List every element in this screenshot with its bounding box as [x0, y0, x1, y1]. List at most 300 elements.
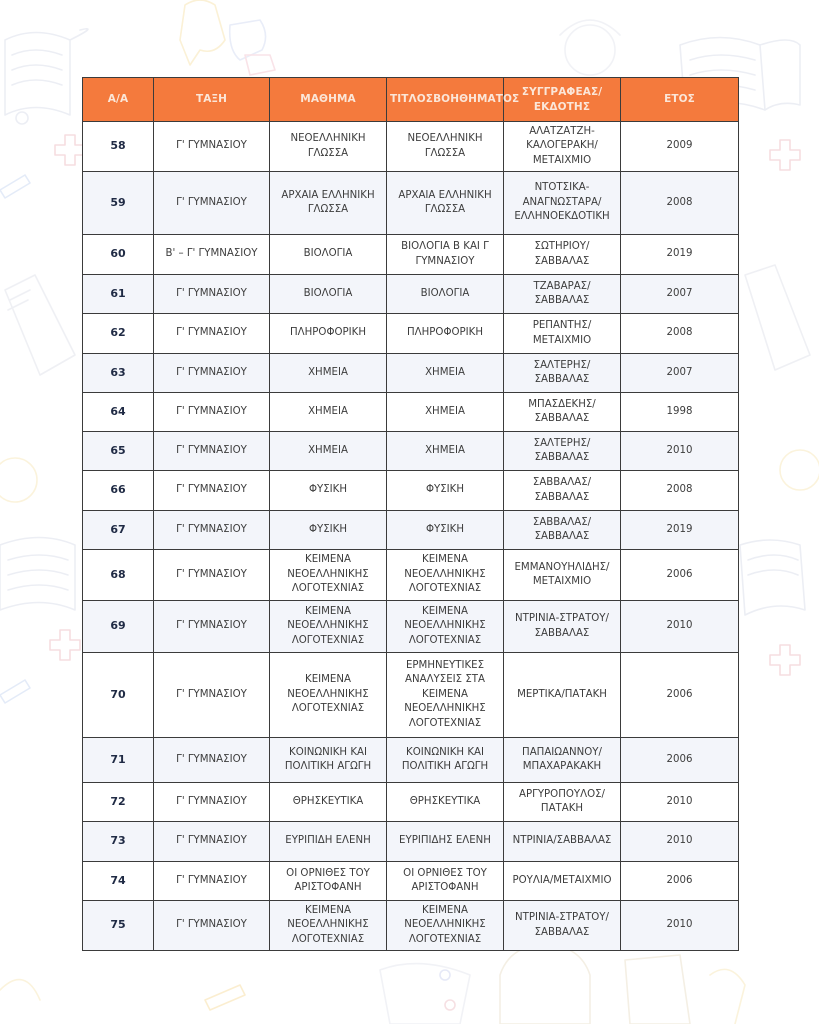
text-line: ΑΛΑΤΖΑΤΖΗ-	[529, 125, 595, 137]
subject-cell	[270, 901, 387, 951]
class-cell	[154, 314, 270, 354]
text-line: ΤΖΑΒΑΡΑΣ/	[533, 280, 591, 292]
class-cell	[154, 550, 270, 601]
text-line: ΛΟΓΟΤΕΧΝΙΑΣ	[408, 933, 482, 945]
header-year	[621, 78, 739, 122]
text-line: ΚΕΙΜΕΝΑ	[305, 605, 351, 617]
class-cell	[154, 601, 270, 653]
class-cell	[154, 653, 270, 738]
text-line: 2010	[666, 919, 693, 931]
text-line: Γ' ΓΥΜΝΑΣΙΟΥ	[176, 874, 247, 886]
text-line: Γ' ΓΥΜΝΑΣΙΟΥ	[176, 919, 247, 931]
text-line: Γ' ΓΥΜΝΑΣΙΟΥ	[176, 523, 247, 535]
row-number	[83, 901, 154, 951]
year-cell	[621, 432, 739, 471]
text-line: ΣΑΒΒΑΛΑΣ	[534, 413, 590, 424]
subject-cell	[270, 122, 387, 172]
author-publisher-cell	[504, 901, 621, 951]
author-publisher-cell	[504, 738, 621, 783]
text-line: Γ' ΓΥΜΝΑΣΙΟΥ	[176, 620, 247, 632]
author-publisher-cell	[504, 122, 621, 172]
author-publisher-cell	[504, 511, 621, 550]
class-cell	[154, 511, 270, 550]
title-cell	[387, 862, 504, 901]
subject-cell	[270, 354, 387, 393]
text-line: ΑΡΓΥΡΟΠΟΥΛΟΣ/	[519, 788, 605, 800]
year-cell	[621, 314, 739, 354]
year-cell	[621, 550, 739, 601]
text-line: ΣΑΒΒΑΛΑΣ	[534, 255, 590, 267]
subject-cell	[270, 601, 387, 653]
author-publisher-cell	[504, 275, 621, 314]
text-line: 65	[110, 443, 126, 457]
plus-icon	[770, 645, 800, 675]
textbook-table	[82, 77, 739, 951]
text-line: ΕΜΜΑΝΟΥΗΛΙΔΗΣ/	[514, 561, 610, 573]
text-line: 74	[110, 873, 126, 887]
text-line: ΦΥΣΙΚΗ	[308, 523, 348, 535]
text-line: ΑΡΙΣΤΟΦΑΝΗ	[411, 882, 479, 893]
author-publisher-cell	[504, 354, 621, 393]
text-line: ΛΟΓΟΤΕΧΝΙΑΣ	[291, 583, 365, 595]
subject-cell	[270, 432, 387, 471]
text-line: 2006	[666, 688, 693, 700]
author-publisher-cell	[504, 471, 621, 511]
subject-cell	[270, 172, 387, 235]
row-number	[83, 862, 154, 901]
text-line: ΣΑΒΒΑΛΑΣ/	[532, 516, 592, 528]
text-line: ΕΤΟΣ	[664, 93, 695, 105]
text-line: ΒΙΟΛΟΓΙΑ	[303, 287, 353, 299]
title-cell	[387, 511, 504, 550]
text-line: ΕΚΔΟΤΗΣ	[533, 100, 591, 113]
title-cell	[387, 471, 504, 511]
subject-cell	[270, 393, 387, 432]
title-cell	[387, 275, 504, 314]
text-line: ΣΑΛΤΕΡΗΣ/	[533, 359, 591, 371]
text-line: Α/Α	[107, 93, 129, 105]
text-line: ΛΟΓΟΤΕΧΝΙΑΣ	[408, 583, 482, 595]
text-line: 2019	[666, 248, 693, 260]
class-cell	[154, 862, 270, 901]
row-number	[83, 738, 154, 783]
row-number	[83, 354, 154, 393]
author-publisher-cell	[504, 822, 621, 862]
row-number	[83, 471, 154, 511]
text-line: ΚΑΛΟΓΕΡΑΚΗ/	[526, 140, 598, 152]
text-line: ΣΑΒΒΑΛΑΣ	[534, 452, 590, 463]
text-line: ΣΩΤΗΡΙΟΥ/	[534, 241, 590, 252]
text-line: 2010	[666, 795, 693, 807]
text-line: 73	[110, 834, 126, 848]
text-line: 71	[110, 752, 126, 766]
text-line: ΘΡΗΣΚΕΥΤΙΚΑ	[292, 795, 364, 807]
title-cell	[387, 783, 504, 822]
subject-cell	[270, 314, 387, 354]
year-cell	[621, 511, 739, 550]
class-cell	[154, 172, 270, 235]
title-cell	[387, 314, 504, 354]
title-cell	[387, 354, 504, 393]
text-line: 2008	[666, 484, 693, 496]
text-line: ΡΕΠΑΝΤΗΣ/	[532, 320, 592, 331]
text-line: ΚΕΙΜΕΝΑ	[305, 904, 351, 916]
text-line: 62	[110, 326, 126, 340]
text-line: 60	[110, 247, 126, 261]
year-cell	[621, 901, 739, 951]
text-line: ΛΟΓΟΤΕΧΝΙΑΣ	[408, 634, 482, 646]
text-line: ΣΑΒΒΑΛΑΣ	[534, 627, 590, 639]
row-number	[83, 601, 154, 653]
text-line: ΓΛΩΣΣΑ	[424, 147, 466, 159]
row-number	[83, 393, 154, 432]
text-line: 2019	[666, 523, 693, 535]
text-line: 72	[110, 794, 126, 808]
text-line: Β' – Γ' ΓΥΜΝΑΣΙΟΥ	[165, 248, 258, 260]
year-cell	[621, 738, 739, 783]
puzzle-piece-icon	[180, 0, 275, 75]
table-row	[83, 550, 739, 601]
text-line: ΚΟΙΝΩΝΙΚΗ ΚΑΙ	[406, 746, 484, 758]
year-cell	[621, 862, 739, 901]
table-row	[83, 314, 739, 354]
text-line: ΣΑΒΒΑΛΑΣ	[534, 295, 590, 306]
text-line: ΠΑΤΑΚΗ	[540, 803, 584, 814]
text-line: ΚΕΙΜΕΝΑ	[305, 554, 351, 566]
text-line: 58	[110, 139, 126, 153]
table-row	[83, 235, 739, 275]
table-row	[83, 738, 739, 783]
class-cell	[154, 275, 270, 314]
text-line: 2006	[666, 753, 693, 765]
text-line: ΚΕΙΜΕΝΑ	[305, 674, 351, 686]
text-line: ΣΥΓΓΡΑΦΕΑΣ/	[521, 85, 603, 98]
text-line: ΤΙΤΛΟΣ	[390, 93, 434, 105]
text-line: ΧΗΜΕΙΑ	[308, 405, 348, 417]
text-line: ΚΕΙΜΕΝΑ	[422, 605, 468, 617]
text-line: ΝΕΟΕΛΛΗΝΙΚΗΣ	[287, 620, 369, 632]
text-line: ΣΑΒΒΑΛΑΣ	[534, 491, 590, 503]
year-cell	[621, 601, 739, 653]
text-line: ΧΗΜΕΙΑ	[425, 405, 465, 417]
title-cell	[387, 235, 504, 275]
table-row	[83, 122, 739, 172]
text-line: ΚΕΙΜΕΝΑ	[422, 554, 468, 566]
text-line: 59	[110, 195, 126, 209]
text-line: 64	[110, 404, 126, 418]
table-body	[83, 122, 739, 951]
pencil-icon	[0, 175, 30, 703]
text-line: ΓΥΜΝΑΣΙΟΥ	[415, 255, 475, 267]
text-line: ΕΥΡΙΠΙΔΗΣ ΕΛΕΝΗ	[399, 835, 491, 847]
title-cell	[387, 822, 504, 862]
author-publisher-cell	[504, 550, 621, 601]
class-cell	[154, 822, 270, 862]
title-cell	[387, 738, 504, 783]
text-line: Γ' ΓΥΜΝΑΣΙΟΥ	[176, 444, 247, 456]
text-line: ΝΕΟΕΛΛΗΝΙΚΗΣ	[404, 919, 486, 931]
title-cell	[387, 432, 504, 471]
table-row	[83, 275, 739, 314]
subject-cell	[270, 275, 387, 314]
text-line: ΜΕΡΤΙΚΑ/ΠΑΤΑΚΗ	[517, 688, 607, 700]
author-publisher-cell	[504, 653, 621, 738]
text-line: ΓΛΩΣΣΑ	[307, 204, 349, 215]
class-cell	[154, 738, 270, 783]
text-line: ΑΝΑΓΝΩΣΤΑΡΑ/	[522, 196, 602, 208]
text-line: Γ' ΓΥΜΝΑΣΙΟΥ	[176, 568, 247, 580]
subject-cell	[270, 822, 387, 862]
text-line: ΣΑΒΒΑΛΑΣ	[534, 531, 590, 542]
text-line: ΜΕΤΑΙΧΜΙΟ	[532, 576, 592, 587]
text-line: ΝΕΟΕΛΛΗΝΙΚΗΣ	[404, 703, 486, 715]
table-row	[83, 862, 739, 901]
title-cell	[387, 901, 504, 951]
text-line: Γ' ΓΥΜΝΑΣΙΟΥ	[176, 366, 247, 378]
text-line: Γ' ΓΥΜΝΑΣΙΟΥ	[176, 405, 247, 417]
text-line: ΟΙ ΟΡΝΙΘΕΣ ΤΟΥ	[286, 867, 370, 879]
row-number	[83, 511, 154, 550]
subject-cell	[270, 862, 387, 901]
row-number	[83, 275, 154, 314]
author-publisher-cell	[504, 235, 621, 275]
text-line: 2010	[666, 835, 693, 847]
row-number	[83, 822, 154, 862]
subject-cell	[270, 783, 387, 822]
author-publisher-cell	[504, 862, 621, 901]
text-line: ΓΛΩΣΣΑ	[307, 147, 349, 159]
text-line: 70	[110, 687, 126, 701]
text-line: ΝΤΡΙΝΙΑ-ΣΤΡΑΤΟΥ/	[515, 613, 609, 624]
text-line: 69	[110, 619, 126, 633]
text-line: Γ' ΓΥΜΝΑΣΙΟΥ	[176, 753, 247, 765]
open-book-icon	[5, 29, 88, 124]
author-publisher-cell	[504, 601, 621, 653]
text-line: ΘΡΗΣΚΕΥΤΙΚΑ	[409, 795, 481, 807]
row-number	[83, 172, 154, 235]
text-line: ΕΥΡΙΠΙΔΗ ΕΛΕΝΗ	[285, 835, 371, 847]
text-line: ΝΕΟΕΛΛΗΝΙΚΗΣ	[287, 568, 369, 580]
subject-cell	[270, 550, 387, 601]
text-line: ΑΝΑΛΥΣΕΙΣ ΣΤΑ	[405, 674, 485, 686]
text-line: 67	[110, 522, 126, 536]
subject-cell	[270, 653, 387, 738]
year-cell	[621, 354, 739, 393]
class-cell	[154, 354, 270, 393]
text-line: Γ' ΓΥΜΝΑΣΙΟΥ	[176, 327, 247, 339]
text-line: ΠΛΗΡΟΦΟΡΙΚΗ	[290, 327, 366, 339]
table-row	[83, 783, 739, 822]
text-line: 2006	[666, 568, 693, 580]
year-cell	[621, 393, 739, 432]
pencil-icon	[205, 985, 245, 1010]
text-line: ΦΥΣΙΚΗ	[425, 523, 465, 535]
table-row	[83, 511, 739, 550]
header-subject	[270, 78, 387, 122]
text-line: ΝΕΟΕΛΛΗΝΙΚΗΣ	[404, 620, 486, 632]
text-line: 68	[110, 567, 126, 581]
text-line: ΠΑΠΑΙΩΑΝΝΟΥ/	[522, 746, 602, 758]
text-line: ΦΥΣΙΚΗ	[425, 484, 465, 496]
text-line: ΣΑΒΒΑΛΑΣ/	[532, 477, 592, 488]
plus-icon	[770, 140, 800, 170]
class-cell	[154, 393, 270, 432]
text-line: 75	[110, 918, 126, 932]
text-line: Γ' ΓΥΜΝΑΣΙΟΥ	[176, 835, 247, 847]
class-cell	[154, 901, 270, 951]
text-line: ΝΤΡΙΝΙΑ/ΣΑΒΒΑΛΑΣ	[512, 835, 612, 847]
text-line: 63	[110, 365, 126, 379]
text-line: ΜΑΘΗΜΑ	[300, 93, 356, 105]
row-number	[83, 122, 154, 172]
year-cell	[621, 275, 739, 314]
text-line: 61	[110, 286, 126, 300]
text-line: ΜΠΑΧΑΡΑΚΑΚΗ	[522, 761, 602, 772]
text-line: ΚΕΙΜΕΝΑ	[422, 688, 468, 700]
text-line: ΠΟΛΙΤΙΚΗ ΑΓΩΓΗ	[284, 761, 372, 772]
text-line: ΧΗΜΕΙΑ	[308, 444, 348, 456]
text-line: Γ' ΓΥΜΝΑΣΙΟΥ	[176, 287, 247, 299]
text-line: 2010	[666, 444, 693, 456]
title-cell	[387, 393, 504, 432]
text-line: ΜΠΑΣΔΕΚΗΣ/	[528, 398, 596, 410]
year-cell	[621, 172, 739, 235]
text-line: ΝΕΟΕΛΛΗΝΙΚΗ	[407, 133, 483, 144]
year-cell	[621, 822, 739, 862]
text-line: ΠΟΛΙΤΙΚΗ ΑΓΩΓΗ	[401, 761, 489, 772]
header-title	[387, 78, 520, 122]
row-number	[83, 235, 154, 275]
text-line: ΒΟΗΘΗΜΑΤΟΣ	[433, 93, 520, 105]
girl-face-icon	[560, 20, 620, 75]
table-row	[83, 172, 739, 235]
text-line: 2008	[666, 327, 693, 339]
text-line: ΝΤΟΤΣΙΚΑ-	[534, 182, 590, 194]
text-line: ΛΟΓΟΤΕΧΝΙΑΣ	[408, 717, 482, 729]
text-line: ΝΕΟΕΛΛΗΝΙΚΗΣ	[404, 568, 486, 580]
text-line: ΟΙ ΟΡΝΙΘΕΣ ΤΟΥ	[403, 867, 487, 879]
text-line: ΤΑΞΗ	[195, 93, 228, 105]
class-cell	[154, 471, 270, 511]
table-row	[83, 653, 739, 738]
text-line: 2010	[666, 620, 693, 632]
author-publisher-cell	[504, 393, 621, 432]
text-line: ΛΟΓΟΤΕΧΝΙΑΣ	[291, 933, 365, 945]
text-line: Γ' ΓΥΜΝΑΣΙΟΥ	[176, 484, 247, 496]
year-cell	[621, 653, 739, 738]
text-line: ΧΗΜΕΙΑ	[308, 366, 348, 378]
text-line: 2008	[666, 196, 693, 208]
plus-icon	[55, 135, 85, 165]
subject-cell	[270, 738, 387, 783]
text-line: ΛΟΓΟΤΕΧΝΙΑΣ	[291, 703, 365, 715]
row-number	[83, 653, 154, 738]
text-line: 66	[110, 483, 126, 497]
year-cell	[621, 471, 739, 511]
text-line: ΡΟΥΛΙΑ/ΜΕΤΑΙΧΜΙΟ	[512, 874, 612, 886]
row-number	[83, 432, 154, 471]
text-line: ΚΕΙΜΕΝΑ	[422, 904, 468, 916]
text-line: ΕΡΜΗΝΕΥΤΙΚΕΣ	[405, 659, 485, 671]
title-cell	[387, 122, 504, 172]
text-line: ΧΗΜΕΙΑ	[425, 444, 465, 456]
text-line: ΛΟΓΟΤΕΧΝΙΑΣ	[291, 634, 365, 646]
subject-cell	[270, 511, 387, 550]
text-line: ΠΛΗΡΟΦΟΡΙΚΗ	[407, 327, 483, 339]
text-line: ΑΡΧΑΙΑ ΕΛΛΗΝΙΚΗ	[398, 189, 492, 201]
text-line: ΒΙΟΛΟΓΙΑ	[420, 287, 470, 299]
text-line: ΝΕΟΕΛΛΗΝΙΚΗΣ	[287, 919, 369, 931]
year-cell	[621, 783, 739, 822]
row-number	[83, 314, 154, 354]
class-cell	[154, 235, 270, 275]
text-line: ΒΙΟΛΟΓΙΑ	[303, 248, 353, 260]
paint-palette-icon	[380, 964, 470, 1024]
text-line: 2007	[666, 366, 693, 378]
text-line: ΚΟΙΝΩΝΙΚΗ ΚΑΙ	[289, 746, 367, 758]
text-line: ΜΕΤΑΙΧΜΙΟ	[532, 154, 592, 166]
text-line: ΦΥΣΙΚΗ	[308, 484, 348, 496]
text-line: ΓΛΩΣΣΑ	[424, 204, 466, 215]
author-publisher-cell	[504, 314, 621, 354]
backpack-icon	[500, 945, 690, 1024]
table-row	[83, 901, 739, 951]
title-cell	[387, 550, 504, 601]
table-row	[83, 601, 739, 653]
text-line: Γ' ΓΥΜΝΑΣΙΟΥ	[176, 688, 247, 700]
year-cell	[621, 122, 739, 172]
subject-cell	[270, 235, 387, 275]
table-row	[83, 393, 739, 432]
class-cell	[154, 122, 270, 172]
year-cell	[621, 235, 739, 275]
text-line: ΝΕΟΕΛΛΗΝΙΚΗ	[290, 133, 366, 144]
author-publisher-cell	[504, 432, 621, 471]
plus-icon	[50, 630, 80, 660]
table-row	[83, 354, 739, 393]
author-publisher-cell	[504, 783, 621, 822]
class-cell	[154, 432, 270, 471]
text-line: ΜΕΤΑΙΧΜΙΟ	[532, 334, 592, 346]
subject-cell	[270, 471, 387, 511]
header-author-publisher	[504, 78, 621, 122]
row-number	[83, 550, 154, 601]
text-line: ΝΤΡΙΝΙΑ-ΣΤΡΑΤΟΥ/	[515, 912, 609, 923]
lightbulb-icon	[0, 969, 745, 1024]
header-aa	[83, 78, 154, 122]
text-line: ΣΑΛΤΕΡΗΣ/	[533, 437, 591, 449]
title-cell	[387, 653, 504, 738]
table-row	[83, 822, 739, 862]
header-class	[154, 78, 270, 122]
table-row	[83, 432, 739, 471]
text-line: ΑΡΙΣΤΟΦΑΝΗ	[294, 882, 362, 893]
text-line: Γ' ΓΥΜΝΑΣΙΟΥ	[176, 140, 247, 152]
text-line: ΧΗΜΕΙΑ	[425, 366, 465, 378]
table-row	[83, 471, 739, 511]
text-line: ΒΙΟΛΟΓΙΑ Β ΚΑΙ Γ	[401, 241, 489, 252]
text-line: Γ' ΓΥΜΝΑΣΙΟΥ	[176, 196, 247, 208]
author-publisher-cell	[504, 172, 621, 235]
text-line: ΣΑΒΒΑΛΑΣ	[534, 374, 590, 385]
text-line: 2006	[666, 874, 693, 886]
text-line: ΝΕΟΕΛΛΗΝΙΚΗΣ	[287, 688, 369, 700]
row-number	[83, 783, 154, 822]
text-line: 2007	[666, 287, 693, 299]
title-cell	[387, 601, 504, 653]
table-container	[82, 77, 738, 951]
text-line: ΣΑΒΒΑΛΑΣ	[534, 926, 590, 938]
